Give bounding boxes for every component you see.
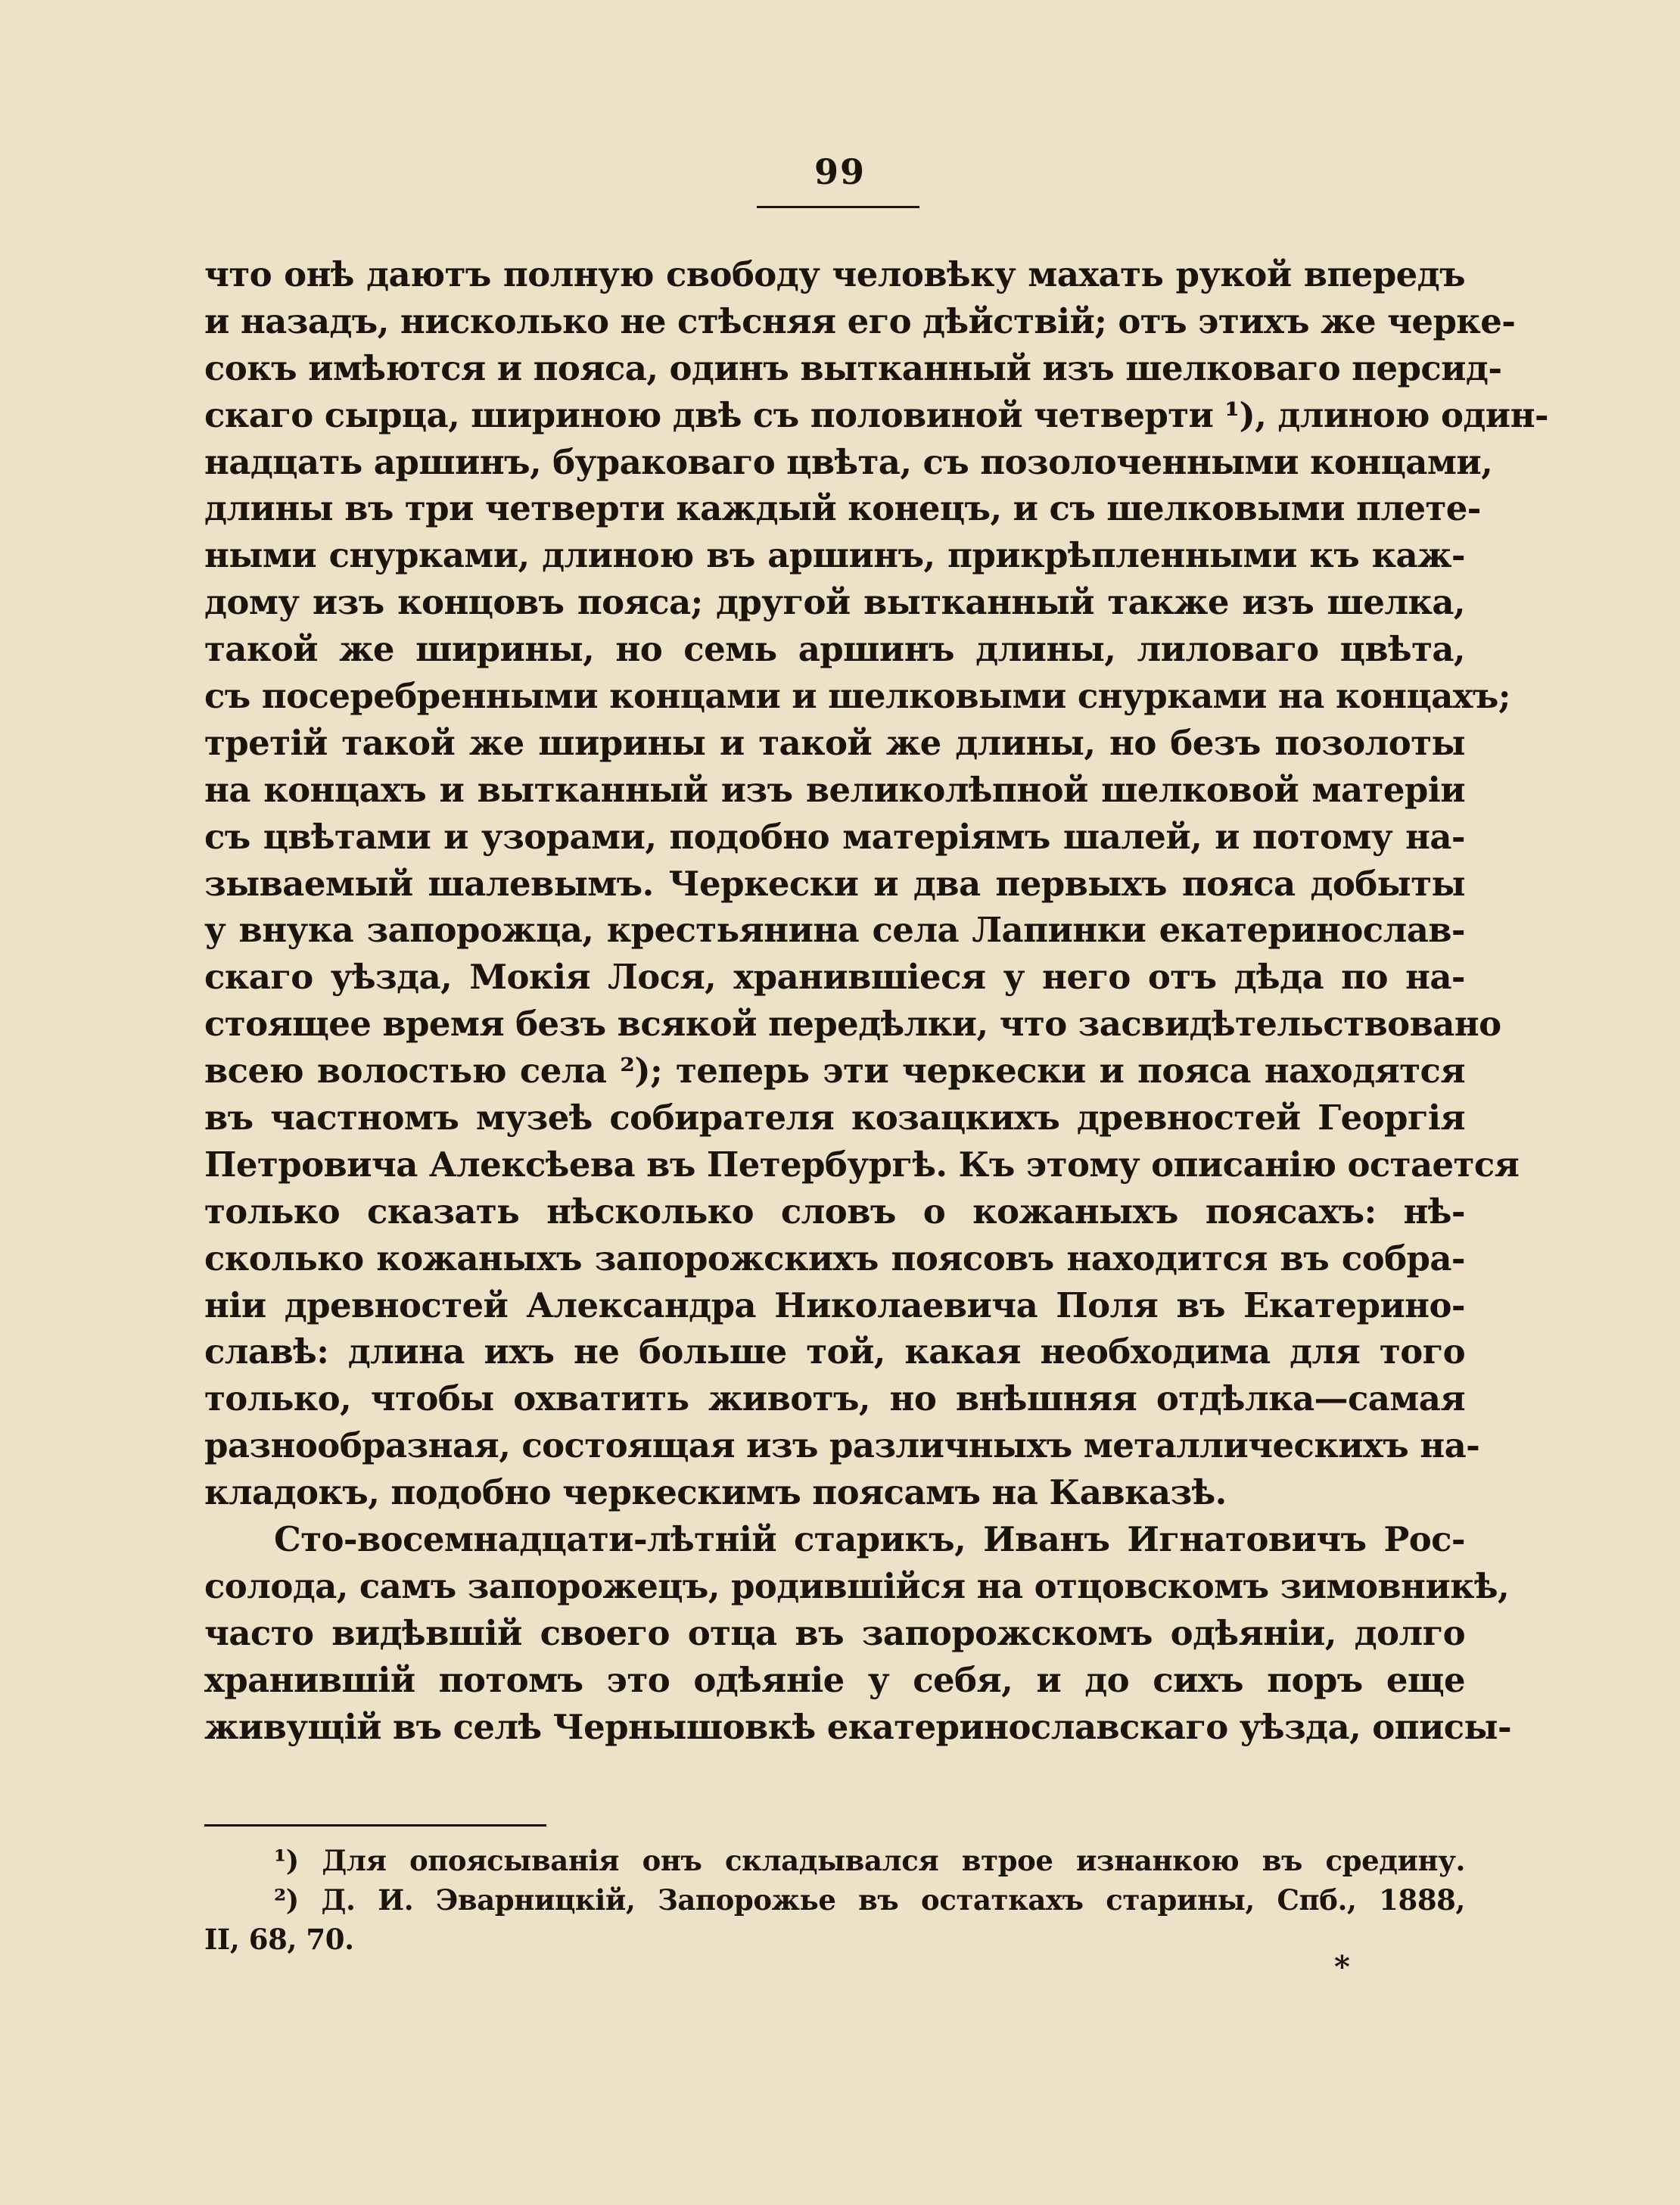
printer-mark: * [1334, 1949, 1350, 1985]
text-line: сколько кожаныхъ запорожскихъ поясовъ находится въ собра- [204, 1238, 1465, 1278]
text-line: такой же ширины, но семь аршинъ длины, лиловаго цвѣта, [204, 629, 1465, 670]
text-line: что онѣ даютъ полную свободу человѣку махать рукой впередъ [204, 254, 1465, 294]
page-number: 99 [814, 151, 866, 192]
text-line: дому изъ концовъ пояса; другой вытканный также изъ шелка, [204, 582, 1465, 623]
text-line: сокъ имѣются и пояса, одинъ вытканный изъ шелковаго персид- [204, 347, 1502, 388]
footnote-rule [204, 1824, 546, 1827]
text-line: славѣ: длина ихъ не больше той, какая необходима для того [204, 1331, 1465, 1372]
text-line: всею волостью села ²); теперь эти черкески и пояса находятся [204, 1051, 1465, 1092]
text-line: разнообразная, состоящая изъ различныхъ металлическихъ на- [204, 1425, 1480, 1466]
text-line: съ посеребренными концами и шелковыми снурками на концахъ; [204, 676, 1510, 717]
text-line: Петровича Алексѣева въ Петербургѣ. Къ этому описанію остается [204, 1144, 1520, 1185]
text-line: зываемый шалевымъ. Черкески и два первыхъ пояса добыты [204, 863, 1465, 904]
footnote-1: ¹) Для опоясыванія онъ складывался втрое изнанкою въ средину. [274, 1844, 1465, 1877]
text-line: съ цвѣтами и узорами, подобно матеріямъ шалей, и потому на- [204, 816, 1465, 857]
text-line: надцать аршинъ, бураковаго цвѣта, съ позолоченными концами, [204, 441, 1493, 482]
text-line: только сказать нѣсколько словъ о кожаныхъ поясахъ: нѣ- [204, 1191, 1465, 1232]
text-line: длины въ три четверти каждый конецъ, и съ шелковыми плете- [204, 488, 1481, 529]
text-line: Сто-восемнадцати-лѣтній старикъ, Иванъ Игнатовичъ Рос- [274, 1519, 1465, 1560]
text-line: и назадъ, нисколько не стѣсняя его дѣйствій; отъ этихъ же черке- [204, 301, 1516, 341]
text-line: у внука запорожца, крестьянина села Лапинки екатеринослав- [204, 910, 1465, 951]
text-line: живущій въ селѣ Чернышовкѣ екатеринославскаго уѣзда, описы- [204, 1706, 1512, 1747]
text-line: третій такой же ширины и такой же длины, но безъ позолоты [204, 722, 1465, 763]
footnotes [204, 1841, 1465, 1959]
text-line: въ частномъ музеѣ собирателя козацкихъ древностей Георгія [204, 1098, 1465, 1138]
text-line: скаго сырца, шириною двѣ съ половиной четверти ¹), длиною один- [204, 394, 1548, 435]
text-line: скаго уѣзда, Мокія Лося, хранившіеся у него отъ дѣда по на- [204, 957, 1465, 998]
text-line: стоящее время безъ всякой передѣлки, что засвидѣтельствовано [204, 1004, 1501, 1045]
text-line: солода, самъ запорожецъ, родившійся на отцовскомъ зимовникѣ, [204, 1565, 1510, 1606]
text-line: кладокъ, подобно черкескимъ поясамъ на Кавказѣ. [204, 1472, 1227, 1513]
footnote-2: ²) Д. И. Эварницкій, Запорожье въ остаткахъ старины, Спб., 1888, [274, 1883, 1465, 1917]
body-text [204, 251, 1548, 1751]
text-line: часто видѣвшій своего отца въ запорожскомъ одѣяніи, долго [204, 1612, 1465, 1653]
text-line: хранившій потомъ это одѣяніе у себя, и до сихъ поръ еще [204, 1659, 1465, 1700]
footnote-2-continued: II, 68, 70. [204, 1923, 354, 1956]
text-line: на концахъ и вытканный изъ великолѣпной шелковой матеріи [204, 769, 1465, 810]
text-line: только, чтобы охватить животъ, но внѣшняя отдѣлка—самая [204, 1378, 1465, 1419]
text-line: ніи древностей Александра Николаевича Поля въ Екатерино- [204, 1285, 1465, 1325]
text-line: ными снурками, длиною въ аршинъ, прикрѣпленными къ каж- [204, 535, 1465, 576]
header-rule [757, 206, 919, 208]
